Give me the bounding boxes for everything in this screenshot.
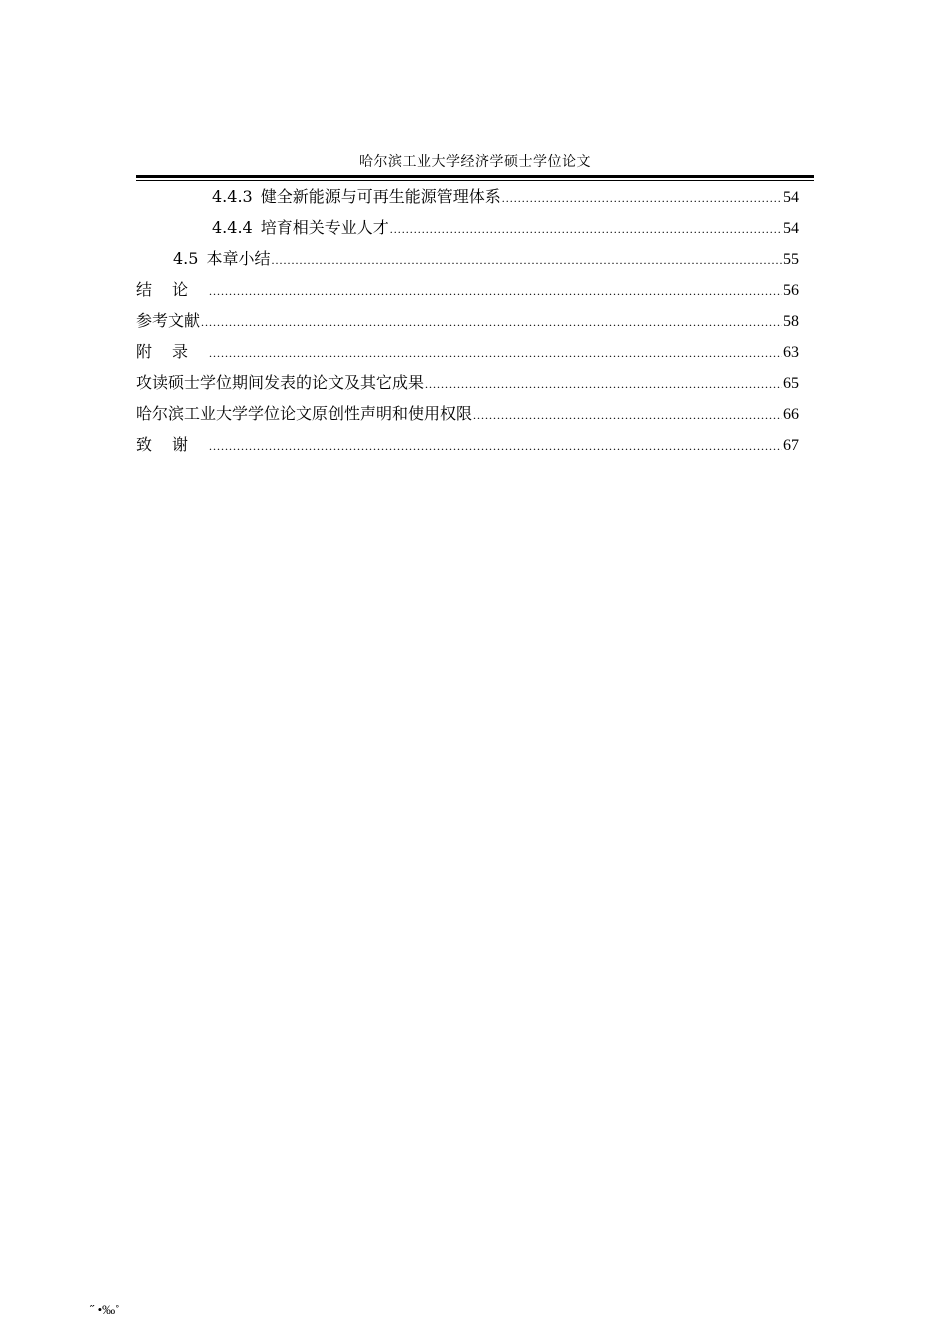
toc-dot-leader <box>390 214 782 245</box>
toc-entry-4-4-3[interactable] <box>136 181 799 212</box>
toc-dot-leader <box>473 400 782 431</box>
toc-dot-leader <box>425 369 782 400</box>
toc-entry-title: 参考文献 <box>136 311 201 330</box>
toc-entry-number: 4.5 <box>173 249 199 268</box>
running-header: 哈尔滨工业大学经济学硕士学位论文 <box>359 154 591 170</box>
toc-entry-page: 56 <box>783 282 799 299</box>
toc-entry-title: 培育相关专业人才 <box>260 218 389 237</box>
toc-entry-page: 65 <box>783 375 799 392</box>
table-of-contents <box>136 181 799 460</box>
toc-entry-4-4-4[interactable] <box>136 212 799 243</box>
header-rule-thick <box>136 175 814 178</box>
toc-entry-publications[interactable] <box>136 367 799 398</box>
toc-dot-leader <box>209 276 782 307</box>
toc-entry-page: 54 <box>783 189 799 206</box>
toc-dot-leader <box>209 431 782 462</box>
toc-entry-page: 67 <box>783 437 799 454</box>
toc-entry-title: 结论 <box>136 280 209 299</box>
toc-dot-leader <box>209 338 782 369</box>
toc-entry-title: 本章小结 <box>206 249 271 268</box>
toc-entry-acknowledgements[interactable] <box>136 429 799 460</box>
toc-entry-page: 58 <box>783 313 799 330</box>
toc-entry-conclusion[interactable] <box>136 274 799 305</box>
toc-dot-leader <box>502 183 782 214</box>
toc-entry-page: 66 <box>783 406 799 423</box>
toc-entry-title: 致谢 <box>136 435 209 454</box>
toc-dot-leader <box>271 245 782 276</box>
toc-entry-page: 55 <box>783 251 799 268</box>
toc-entry-number: 4.4.3 <box>212 187 253 206</box>
toc-entry-originality-statement[interactable] <box>136 398 799 429</box>
toc-entry-title: 攻读硕士学位期间发表的论文及其它成果 <box>136 373 425 392</box>
toc-entry-title: 附录 <box>136 342 209 361</box>
toc-entry-references[interactable] <box>136 305 799 336</box>
footer-page-mark: ˝ •‰˚ <box>90 1302 120 1317</box>
toc-dot-leader <box>201 307 782 338</box>
toc-entry-page: 54 <box>783 220 799 237</box>
toc-entry-title: 哈尔滨工业大学学位论文原创性声明和使用权限 <box>136 404 473 423</box>
toc-entry-4-5[interactable] <box>136 243 799 274</box>
toc-entry-number: 4.4.4 <box>212 218 253 237</box>
toc-entry-title: 健全新能源与可再生能源管理体系 <box>260 187 501 206</box>
toc-entry-appendix[interactable] <box>136 336 799 367</box>
toc-entry-page: 63 <box>783 344 799 361</box>
